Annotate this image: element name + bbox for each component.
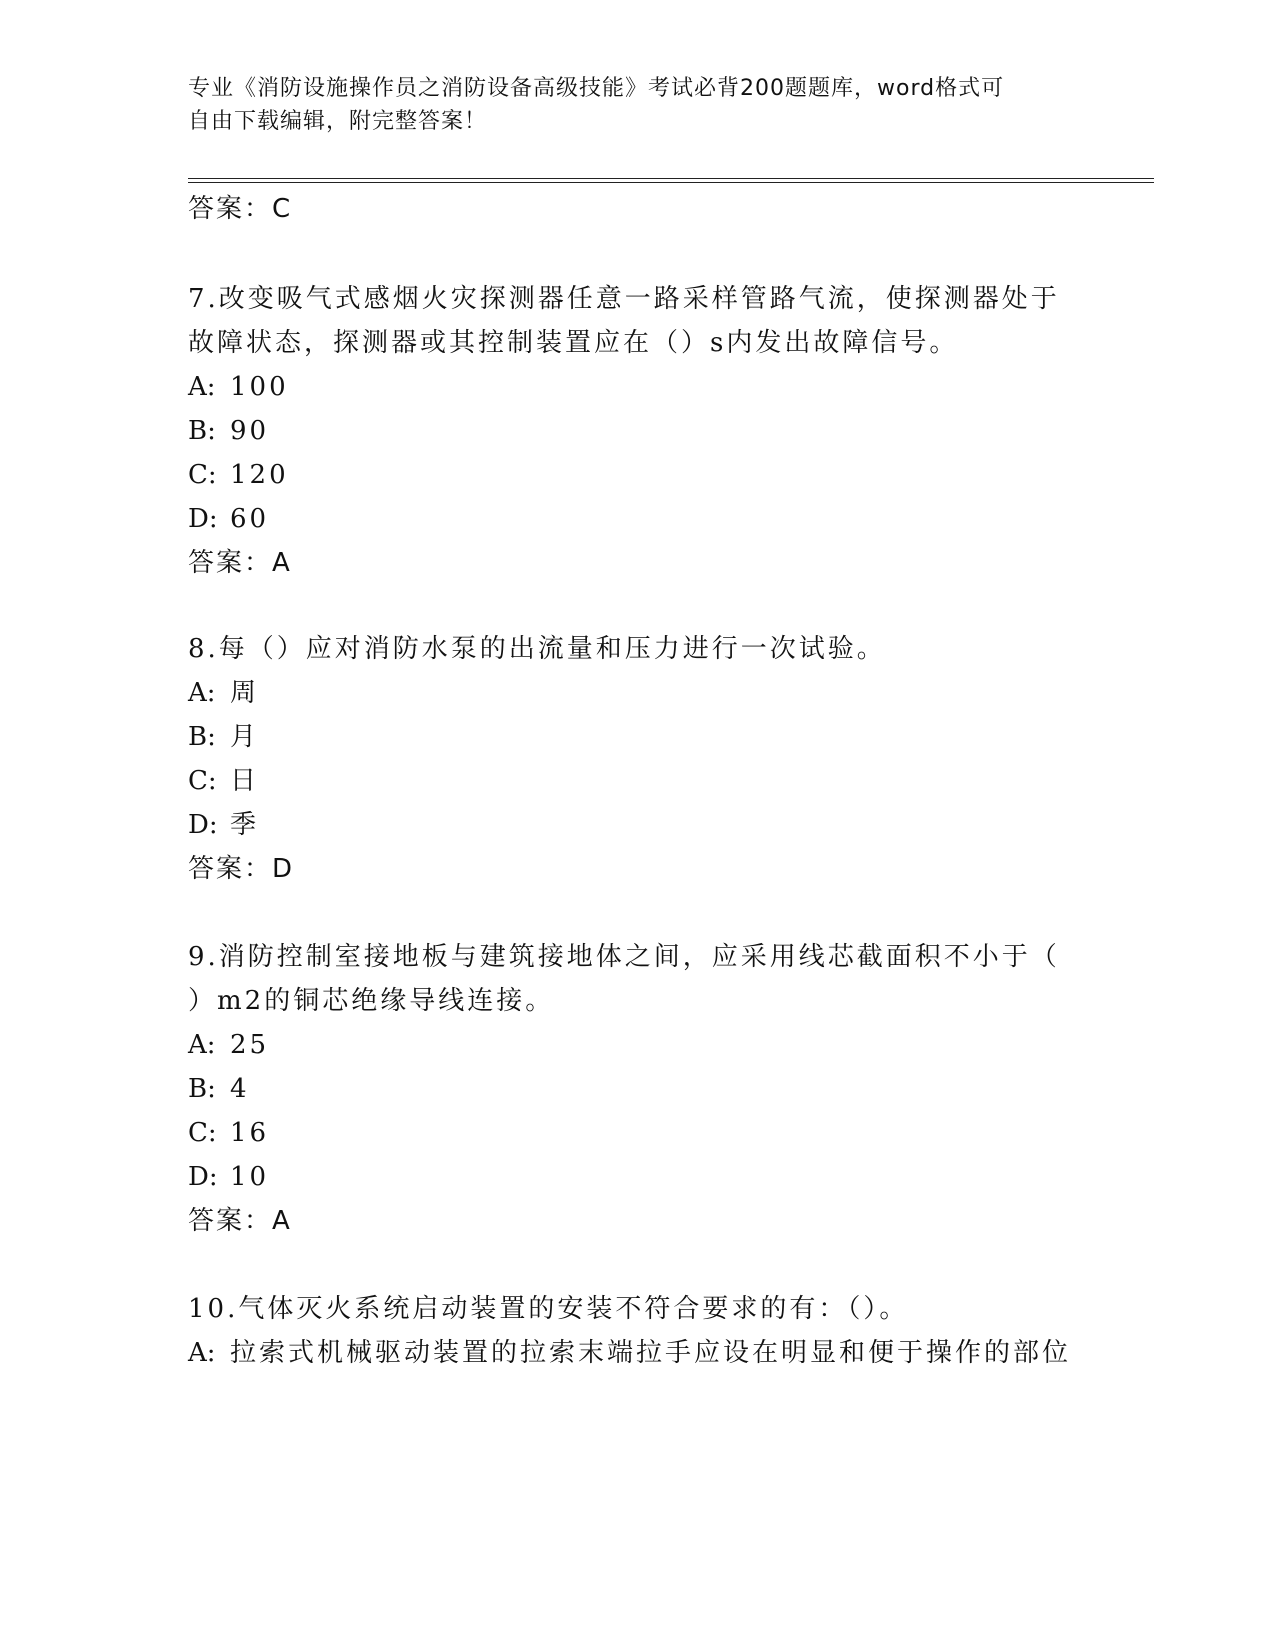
option-label: B:: [188, 416, 216, 446]
question-7-stem-line-2: 故障状态，探测器或其控制装置应在（）s内发出故障信号。: [188, 328, 959, 358]
option-label: B:: [188, 1074, 216, 1104]
option-text: 10: [230, 1162, 270, 1192]
option-text: 4: [230, 1074, 250, 1104]
question-9-stem-line-2: ）m2的铜芯绝缘导线连接。: [188, 986, 555, 1016]
option-label: C:: [188, 1118, 217, 1148]
option-label: D:: [188, 504, 218, 534]
question-9-option-a: [188, 1030, 269, 1060]
option-text: 周: [230, 678, 260, 708]
answer-previous: 答案：C: [188, 194, 293, 224]
question-7-answer: 答案：A: [188, 548, 292, 578]
option-label: A:: [188, 678, 216, 708]
question-10-stem-line-1: 10.气体灭火系统启动装置的安装不符合要求的有：（）。: [188, 1294, 909, 1324]
question-7-option-c: [188, 460, 289, 490]
question-7-option-a: [188, 372, 289, 402]
header-line-1: 专业《消防设施操作员之消防设备高级技能》考试必背200题题库，word格式可: [188, 76, 1005, 101]
option-label: C:: [188, 766, 217, 796]
question-9-answer: 答案：A: [188, 1206, 292, 1236]
option-text: 日: [230, 766, 260, 796]
option-text: 16: [230, 1118, 270, 1148]
question-9-option-d: [188, 1162, 269, 1192]
question-8-option-c: [188, 766, 259, 796]
option-text: 60: [230, 504, 270, 534]
option-text: 25: [230, 1030, 270, 1060]
option-text: 120: [230, 460, 289, 490]
question-8-answer: 答案：D: [188, 854, 295, 884]
option-text: 月: [230, 722, 260, 752]
header-line-2: 自由下载编辑，附完整答案！: [188, 109, 488, 134]
question-9-stem-line-1: 9.消防控制室接地板与建筑接地体之间，应采用线芯截面积不小于（: [188, 942, 1060, 972]
question-8-stem-line-1: 8.每（）应对消防水泵的出流量和压力进行一次试验。: [188, 634, 886, 664]
option-label: C:: [188, 460, 217, 490]
question-7-stem-line-1: 7.改变吸气式感烟火灾探测器任意一路采样管路气流，使探测器处于: [188, 284, 1060, 314]
option-text: 90: [230, 416, 270, 446]
question-9-option-b: [188, 1074, 250, 1104]
option-label: D:: [188, 1162, 218, 1192]
option-label: B:: [188, 722, 216, 752]
header-divider-top: [188, 178, 1154, 179]
option-text: 季: [230, 810, 260, 840]
option-text: 拉索式机械驱动装置的拉索末端拉手应设在明显和便于操作的部位: [230, 1338, 1072, 1368]
question-10-option-a: [188, 1338, 1071, 1368]
question-7-option-d: [188, 504, 269, 534]
option-label: A:: [188, 1338, 216, 1368]
option-text: 100: [230, 372, 289, 402]
question-8-option-b: [188, 722, 259, 752]
option-label: A:: [188, 1030, 216, 1060]
option-label: A:: [188, 372, 216, 402]
question-8-option-d: [188, 810, 259, 840]
question-7-option-b: [188, 416, 269, 446]
header-divider-bottom: [188, 182, 1154, 183]
document-header: [188, 72, 1068, 138]
option-label: D:: [188, 810, 218, 840]
question-9-option-c: [188, 1118, 269, 1148]
question-8-option-a: [188, 678, 259, 708]
